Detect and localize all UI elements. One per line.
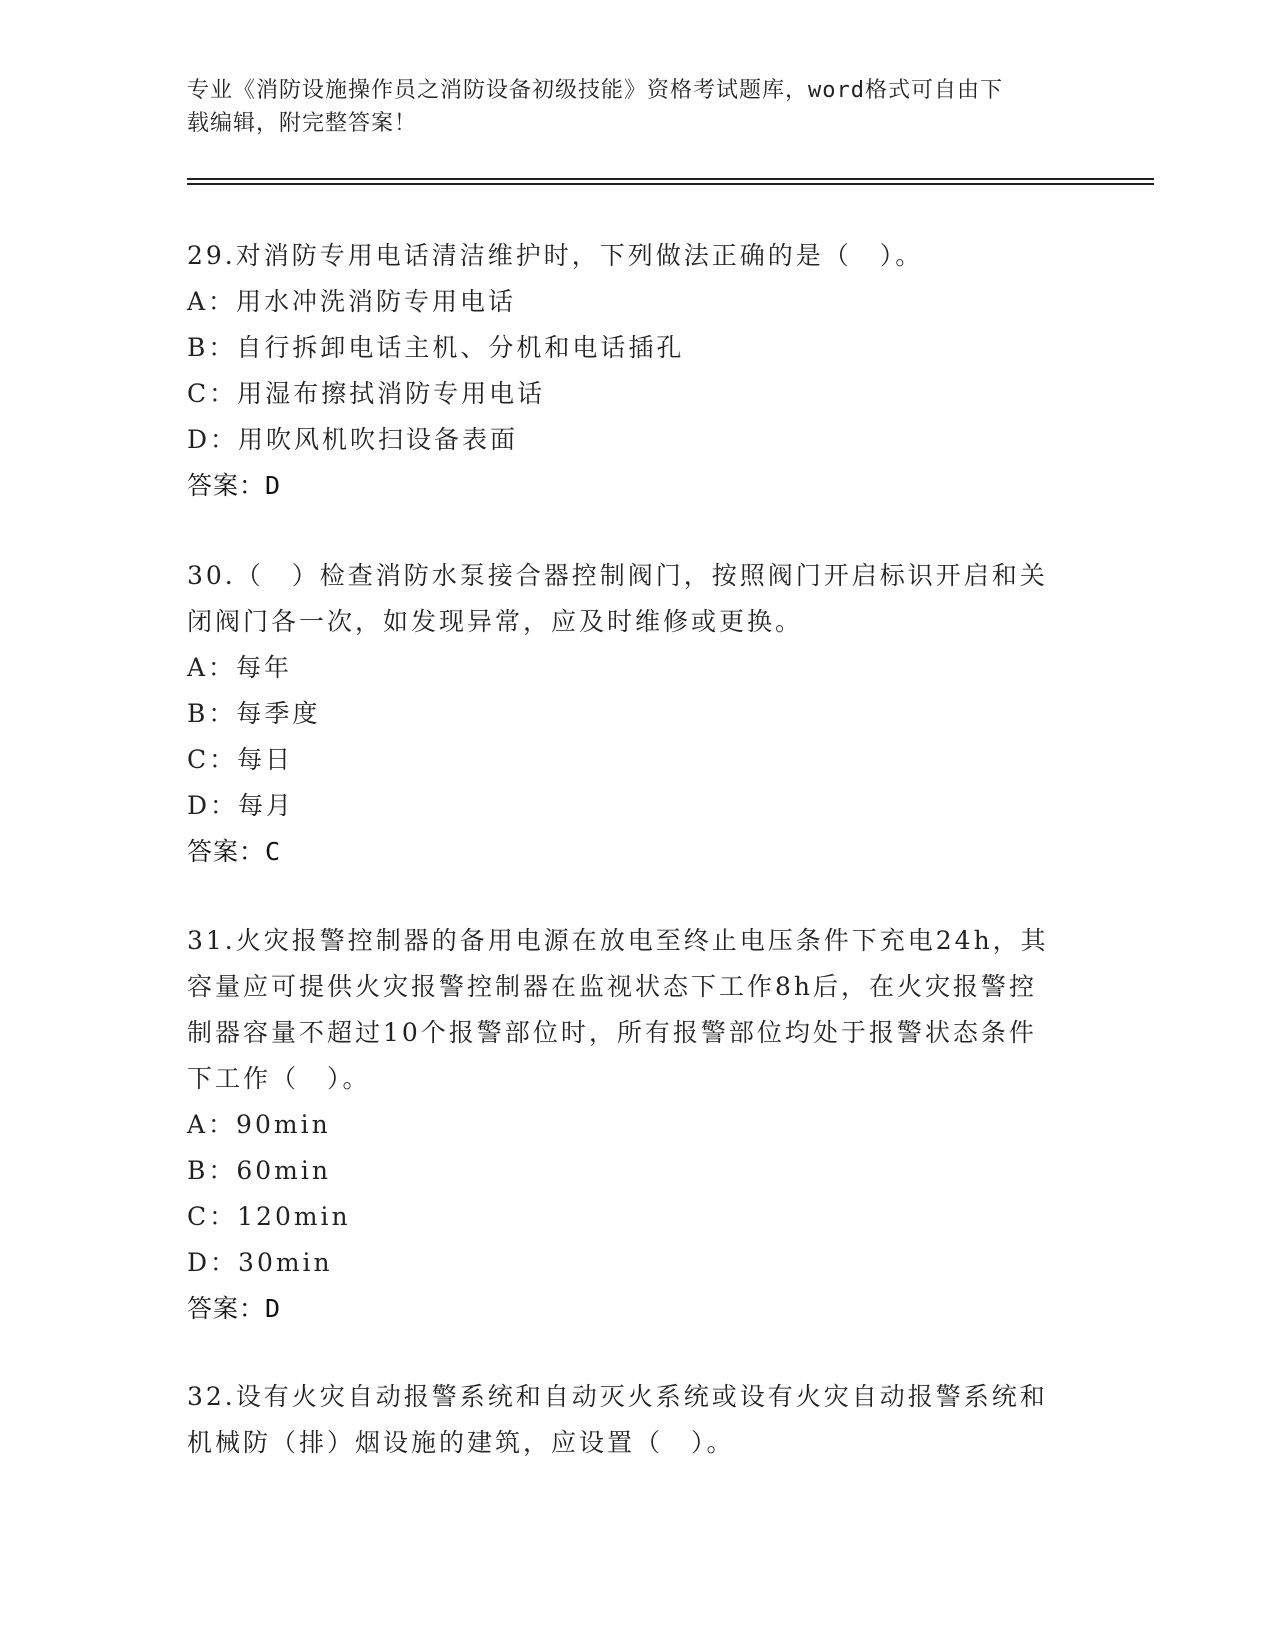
document-header bbox=[187, 74, 1067, 140]
answer: 答案：D bbox=[187, 471, 282, 500]
question-stem: 容量应可提供火灾报警控制器在监视状态下工作8h后，在火灾报警控 bbox=[187, 972, 1038, 1001]
question-32 bbox=[187, 1374, 1087, 1466]
question-30 bbox=[187, 553, 1087, 875]
header-divider-top bbox=[187, 178, 1154, 180]
option-d: D：每月 bbox=[187, 791, 295, 820]
question-stem: 31.火灾报警控制器的备用电源在放电至终止电压条件下充电24h，其 bbox=[187, 926, 1049, 955]
header-line-2: 载编辑，附完整答案！ bbox=[187, 111, 418, 136]
option-a: A：每年 bbox=[187, 653, 293, 682]
option-d: D：用吹风机吹扫设备表面 bbox=[187, 425, 519, 454]
option-c: C：120min bbox=[187, 1202, 351, 1231]
option-a: A：90min bbox=[187, 1110, 331, 1139]
option-b: B：60min bbox=[187, 1156, 331, 1185]
option-d: D：30min bbox=[187, 1248, 333, 1277]
option-b: B：自行拆卸电话主机、分机和电话插孔 bbox=[187, 333, 685, 362]
question-stem: 29.对消防专用电话清洁维护时，下列做法正确的是（ ）。 bbox=[187, 241, 924, 270]
question-stem: 机械防（排）烟设施的建筑，应设置（ ）。 bbox=[187, 1428, 735, 1457]
option-c: C：用湿布擦拭消防专用电话 bbox=[187, 379, 546, 408]
question-31 bbox=[187, 918, 1087, 1332]
option-a: A：用水冲洗消防专用电话 bbox=[187, 287, 517, 316]
option-c: C：每日 bbox=[187, 745, 294, 774]
header-divider-bottom bbox=[187, 183, 1154, 185]
question-stem: 制器容量不超过10个报警部位时，所有报警部位均处于报警状态条件 bbox=[187, 1018, 1037, 1047]
answer: 答案：D bbox=[187, 1294, 282, 1323]
header-line-1: 专业《消防设施操作员之消防设备初级技能》资格考试题库，word格式可自由下 bbox=[187, 78, 1003, 103]
option-b: B：每季度 bbox=[187, 699, 321, 728]
answer: 答案：C bbox=[187, 837, 282, 866]
question-stem: 32.设有火灾自动报警系统和自动灭火系统或设有火灾自动报警系统和 bbox=[187, 1382, 1048, 1411]
question-stem: 闭阀门各一次，如发现异常，应及时维修或更换。 bbox=[187, 607, 804, 636]
question-stem: 下工作（ ）。 bbox=[187, 1064, 371, 1093]
question-stem: 30.（ ）检查消防水泵接合器控制阀门，按照阀门开启标识开启和关 bbox=[187, 561, 1048, 590]
question-29 bbox=[187, 233, 1087, 509]
